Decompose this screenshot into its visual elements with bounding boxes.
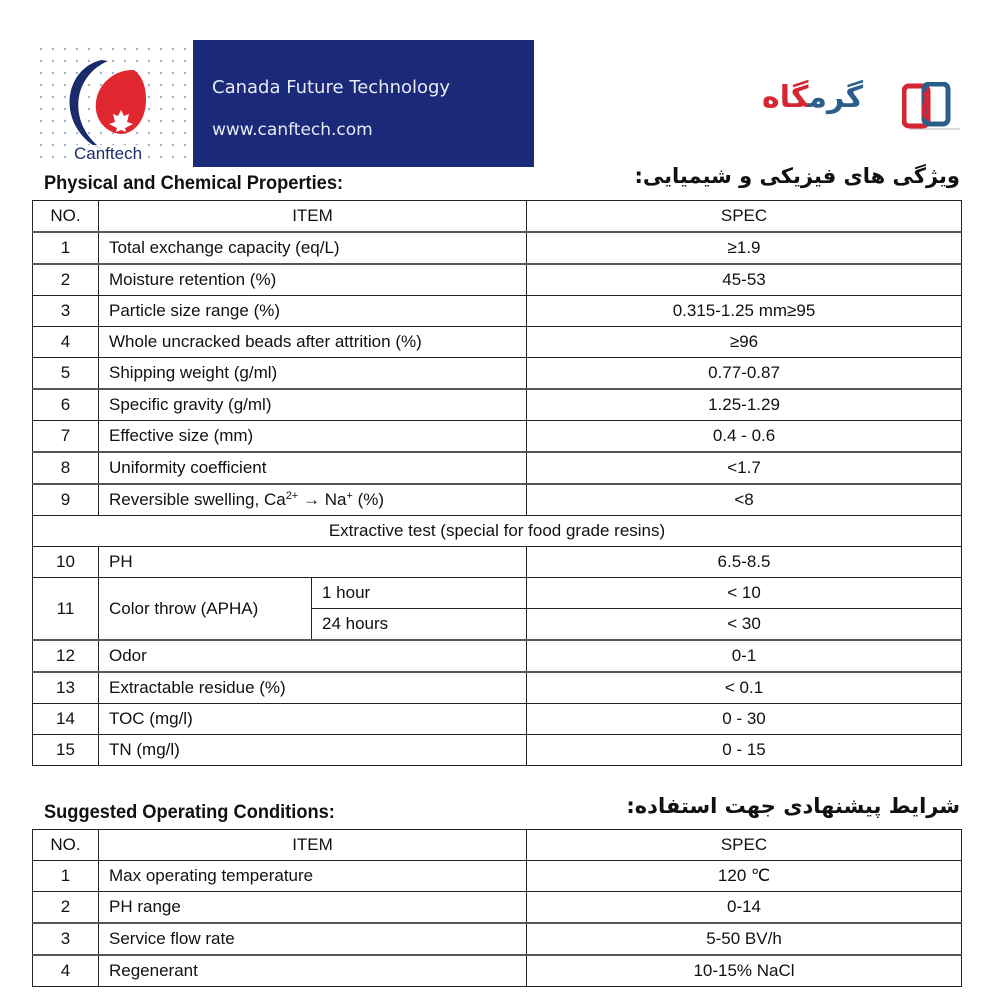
brand-mark-icon — [902, 82, 962, 130]
table-row — [33, 484, 962, 516]
item-text: Reversible swelling, Ca — [109, 490, 286, 509]
row-no: 6 — [33, 389, 99, 421]
row-item: PH range — [99, 892, 527, 924]
table-row — [33, 735, 962, 766]
row-spec: ≥1.9 — [527, 232, 962, 264]
table-row — [33, 264, 962, 296]
row-no: 10 — [33, 547, 99, 578]
superscript: + — [346, 490, 353, 502]
row-no: 13 — [33, 672, 99, 704]
company-website: www.canftech.com — [212, 120, 373, 140]
table-row — [33, 892, 962, 924]
row-item: Total exchange capacity (eq/L) — [99, 232, 527, 264]
row-item: Effective size (mm) — [99, 421, 527, 453]
row-item: Particle size range (%) — [99, 296, 527, 327]
row-item: TOC (mg/l) — [99, 704, 527, 735]
logo-wordmark: Canftech — [74, 144, 143, 163]
row-item — [99, 484, 527, 516]
table-row — [33, 358, 962, 390]
row-item: Whole uncracked beads after attrition (%) — [99, 327, 527, 358]
row-spec: 0 - 30 — [527, 704, 962, 735]
row-spec: 0.77-0.87 — [527, 358, 962, 390]
table-row — [33, 640, 962, 672]
table-row — [33, 923, 962, 955]
arrow-icon: → — [298, 490, 325, 509]
row-subitem: 24 hours — [312, 609, 527, 641]
row-spec: 6.5-8.5 — [527, 547, 962, 578]
operating-conditions-title: Suggested Operating Conditions: — [44, 802, 335, 823]
row-spec: < 10 — [527, 578, 962, 609]
row-item: Uniformity coefficient — [99, 452, 527, 484]
header-item: ITEM — [99, 201, 527, 233]
row-no: 5 — [33, 358, 99, 390]
row-no: 7 — [33, 421, 99, 453]
canftech-logo — [32, 40, 193, 168]
row-spec: 120 ℃ — [527, 861, 962, 892]
garmgah-brand-logo — [762, 80, 967, 132]
row-no: 4 — [33, 327, 99, 358]
table-row — [33, 389, 962, 421]
row-subitem: 1 hour — [312, 578, 527, 609]
row-no: 9 — [33, 484, 99, 516]
brand-wordmark: گرمگاه — [762, 80, 864, 115]
row-no: 8 — [33, 452, 99, 484]
header-no: NO. — [33, 201, 99, 233]
table-row — [33, 296, 962, 327]
extractive-test-header-row — [33, 516, 962, 547]
table-row — [33, 452, 962, 484]
table-row — [33, 421, 962, 453]
row-no: 14 — [33, 704, 99, 735]
physical-properties-table — [32, 200, 962, 766]
physical-properties-title: Physical and Chemical Properties: — [44, 173, 344, 194]
item-text: (%) — [352, 490, 385, 509]
table-row — [33, 672, 962, 704]
table-header-row — [33, 201, 962, 233]
row-spec: 45-53 — [527, 264, 962, 296]
row-spec: 0.4 - 0.6 — [527, 421, 962, 453]
row-item: TN (mg/l) — [99, 735, 527, 766]
operating-conditions-table — [32, 829, 962, 987]
row-spec: ≥96 — [527, 327, 962, 358]
row-item: Service flow rate — [99, 923, 527, 955]
row-spec: 0-1 — [527, 640, 962, 672]
row-no: 1 — [33, 861, 99, 892]
row-item: Regenerant — [99, 955, 527, 987]
row-item: Specific gravity (g/ml) — [99, 389, 527, 421]
row-item: Odor — [99, 640, 527, 672]
company-name: Canada Future Technology — [212, 77, 451, 98]
row-spec: 0.315-1.25 mm≥95 — [527, 296, 962, 327]
row-spec: 1.25-1.29 — [527, 389, 962, 421]
header-item: ITEM — [99, 830, 527, 861]
row-no: 12 — [33, 640, 99, 672]
item-text: Na — [324, 490, 347, 509]
row-spec: 5-50 BV/h — [527, 923, 962, 955]
row-item: Extractable residue (%) — [99, 672, 527, 704]
row-spec: < 0.1 — [527, 672, 962, 704]
header-no: NO. — [33, 830, 99, 861]
table-row — [33, 955, 962, 987]
row-item: Color throw (APHA) — [99, 578, 312, 641]
row-item: Max operating temperature — [99, 861, 527, 892]
physical-properties-title-fa: ویژگی های فیزیکی و شیمیایی: — [634, 164, 960, 188]
row-no: 2 — [33, 264, 99, 296]
table-row — [33, 232, 962, 264]
row-spec: 0-14 — [527, 892, 962, 924]
operating-conditions-title-fa: شرایط پیشنهادی جهت استفاده: — [626, 794, 960, 818]
row-no: 11 — [33, 578, 99, 641]
extractive-test-header: Extractive test (special for food grade resins) — [33, 516, 962, 547]
row-spec: < 30 — [527, 609, 962, 641]
maple-leaf-crescent-icon — [62, 58, 162, 150]
row-item: PH — [99, 547, 527, 578]
table-row — [33, 861, 962, 892]
table-row — [33, 327, 962, 358]
row-no: 1 — [33, 232, 99, 264]
header-spec: SPEC — [527, 201, 962, 233]
row-no: 4 — [33, 955, 99, 987]
table-row — [33, 578, 962, 609]
row-spec: <8 — [527, 484, 962, 516]
row-spec: <1.7 — [527, 452, 962, 484]
row-no: 2 — [33, 892, 99, 924]
row-no: 3 — [33, 296, 99, 327]
table-row — [33, 704, 962, 735]
row-no: 3 — [33, 923, 99, 955]
table-header-row — [33, 830, 962, 861]
row-no: 15 — [33, 735, 99, 766]
header-spec: SPEC — [527, 830, 962, 861]
row-spec: 10-15% NaCl — [527, 955, 962, 987]
row-item: Shipping weight (g/ml) — [99, 358, 527, 390]
table-row — [33, 547, 962, 578]
row-item: Moisture retention (%) — [99, 264, 527, 296]
company-banner — [193, 40, 534, 167]
superscript: 2+ — [285, 490, 299, 502]
row-spec: 0 - 15 — [527, 735, 962, 766]
